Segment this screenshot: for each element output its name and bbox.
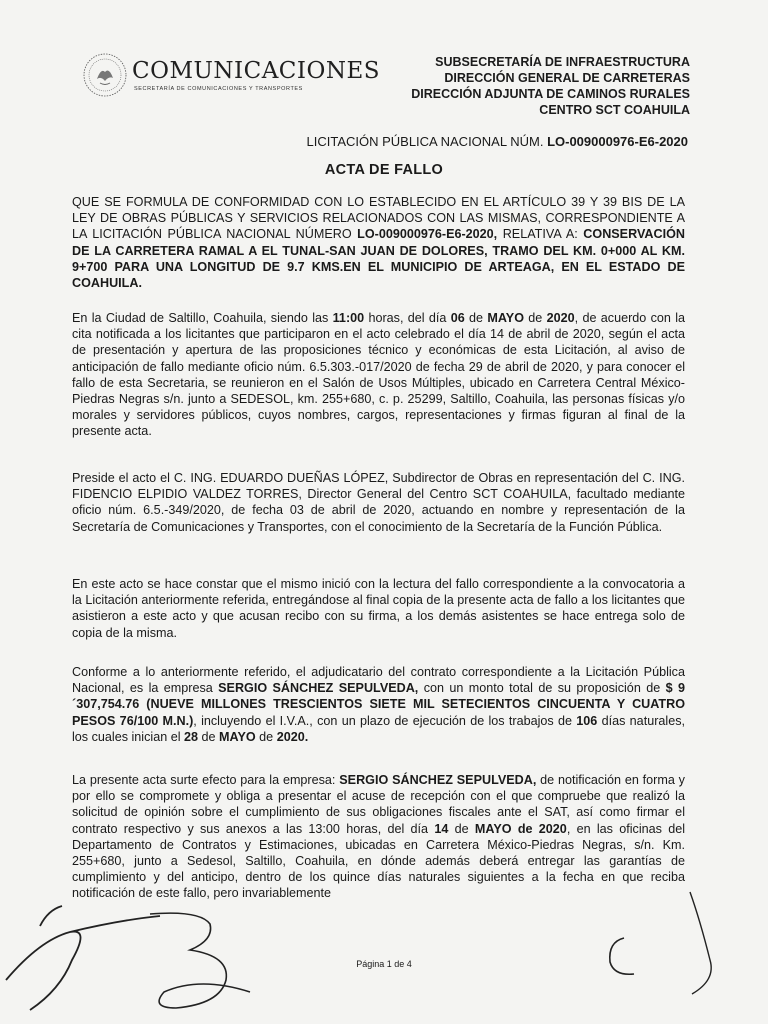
agency-line: DIRECCIÓN ADJUNTA DE CAMINOS RURALES: [411, 87, 690, 101]
p4-start-year: 2020.: [276, 729, 309, 744]
logo-subtitle: SECRETARÍA DE COMUNICACIONES Y TRANSPORTES: [134, 86, 303, 92]
p5-month-year: MAYO de 2020: [474, 821, 567, 836]
p1-text: de: [523, 311, 547, 325]
intro-text: QUE SE FORMULA DE CONFORMIDAD CON LO ESTABLECIDO EN EL ARTÍCULO 39 Y 39 BIS DE LA LEY DE OBRAS PÚBLICAS Y SERVICIOS RELACIONADOS CON LAS MISMAS, CORRESPONDIENTE A LA LICITACIÓN PÚBLICA NACIONAL NÚMERO: [72, 195, 685, 242]
intro-relativa: RELATIVA A:: [497, 227, 584, 242]
agency-line: CENTRO SCT COAHUILA: [539, 103, 690, 117]
agency-line: SUBSECRETARÍA DE INFRAESTRUCTURA: [435, 55, 690, 69]
p4-text: , incluyendo el I.V.A., con un plazo de ejecución de los trabajos de: [193, 713, 577, 728]
paragraph-4: [72, 664, 685, 745]
licitacion-number: LO-009000976-E6-2020: [547, 134, 688, 149]
p4-days: 106: [576, 713, 598, 728]
p1-text: En la Ciudad de Saltillo, Coahuila, siendo las: [72, 311, 333, 325]
intro-paragraph: [72, 194, 685, 291]
licitacion-label: LICITACIÓN PÚBLICA NACIONAL NÚM.: [306, 134, 544, 149]
eagle-seal-icon: [82, 52, 128, 98]
p5-text: de notificación en forma y por ello se compromete y obliga a presentar el acuse de recepción con el que compruebe que realizó la solicitud de opinión sobre el cumplimiento de sus obligaciones fiscales ante el SAT, así como firmar el contrato respectivo y sus anexos a las 13:00 horas, del día: [72, 773, 685, 836]
signature-right: [560, 890, 768, 1000]
page-number: Página 1 de 4: [356, 959, 412, 969]
document-title: ACTA DE FALLO: [324, 162, 444, 178]
agency-line: DIRECCIÓN GENERAL DE CARRETERAS: [444, 71, 690, 85]
p4-company: SERGIO SÁNCHEZ SEPULVEDA,: [218, 681, 419, 696]
p4-text: Conforme a lo anteriormente referido, el adjudicatario del contrato correspondiente a la Licitación Pública Nacional, es la empresa: [72, 665, 685, 696]
paragraph-3: En este acto se hace constar que el mismo inició con la lectura del fallo correspondiente a la convocatoria a la Licitación anteriormente referida, entregándose al final copia de la presente acta de fallo a los licitantes que asistieron a este acto y que acusan recibo con su firma, a los demás asistentes se hace entrega solo de copia de la misma.: [72, 577, 685, 640]
p5-text: de: [448, 821, 475, 836]
logo-text: COMUNICACIONES: [132, 58, 381, 84]
p5-company: SERGIO SÁNCHEZ SEPULVEDA,: [339, 773, 537, 787]
p4-amount: $ 9´307,754.76 (NUEVE MILLONES TRESCIENTOS SIETE MIL SETECIENTOS CINCUENTA Y CUATRO PESOS 76/100 M.N.): [72, 681, 685, 728]
logo: [82, 52, 392, 102]
p4-text: de: [255, 729, 277, 744]
p4-text: con un monto total de su proposición de: [418, 681, 666, 696]
agency-block: [390, 54, 690, 118]
paragraph-1: [72, 310, 685, 440]
p5-text: , en las oficinas del Departamento de Contratos y Estimaciones, ubicadas en Carretera México-Piedras Negras, s/n. Km. 255+680, junto a Sedesol, Saltillo, Coahuila, en dónde además deberá entregar las garantías de cumplimiento y del anticipo, dentro de los quince días naturales siguientes a la fecha en que reciba notificación de este fallo, pero invariablemente: [72, 821, 686, 901]
intro-object: CONSERVACIÓN DE LA CARRETERA RAMAL A EL TUNAL-SAN JUAN DE DOLORES, TRAMO DEL KM. 0+000 AL KM. 9+700 PARA UNA LONGITUD DE 9.7 KMS.EN EL MUNICIPIO DE ARTEAGA, EN EL ESTADO DE COAHUILA.: [72, 227, 685, 291]
p4-text: de: [198, 729, 220, 744]
p1-year: 2020: [546, 311, 575, 325]
p5-text: La presente acta surte efecto para la empresa:: [72, 773, 340, 787]
p5-day: 14: [434, 821, 449, 836]
p1-text: , de acuerdo con la cita notificada a los licitantes que participaron en el acto celebrado el día 14 de abril de 2020, según el acta de presentación y apertura de las proposiciones técnico y económicas de esta Licitación, al aviso de anticipación de fallo mediante oficio núm. 6.5.303.-017/2020 de fecha 29 de abril de 2020, y para conocer el fallo de esta Secretaria, se reunieron en el Salón de Usos Múltiples, ubicado en Carretera Central México-Piedras Negras s/n. junto a SEDESOL, km. 255+680, c. p. 25299, Saltillo, Coahuila, las personas físicas y/o morales y servidores públicos, cuyos nombres, cargos, representaciones y firmas figuran al final de la presente acta.: [72, 311, 686, 439]
p1-text: de: [464, 311, 488, 325]
p1-time: 11:00: [332, 311, 365, 325]
p4-start-month: MAYO: [219, 729, 256, 744]
p4-text: días naturales, los cuales inician el: [72, 713, 685, 744]
p4-start-day: 28: [184, 729, 199, 744]
intro-number: LO-009000976-E6-2020,: [357, 227, 498, 242]
p1-day: 06: [450, 311, 465, 325]
paragraph-5: [72, 772, 685, 902]
paragraph-2: Preside el acto el C. ING. EDUARDO DUEÑAS LÓPEZ, Subdirector de Obras en representación del C. ING. FIDENCIO ELPIDIO VALDEZ TORRES, Director General del Centro SCT COAHUILA, facultado mediante oficio núm. 6.5.-349/2020, de fecha 03 de abril de 2020, actuando en nombre y representación de la Secretaría de Comunicaciones y Transportes, con el conocimiento de la Secretaría de la Función Pública.: [72, 471, 685, 534]
p1-month: MAYO: [487, 311, 524, 325]
licitacion-reference: [307, 134, 689, 149]
p1-text: horas, del día: [364, 311, 451, 325]
